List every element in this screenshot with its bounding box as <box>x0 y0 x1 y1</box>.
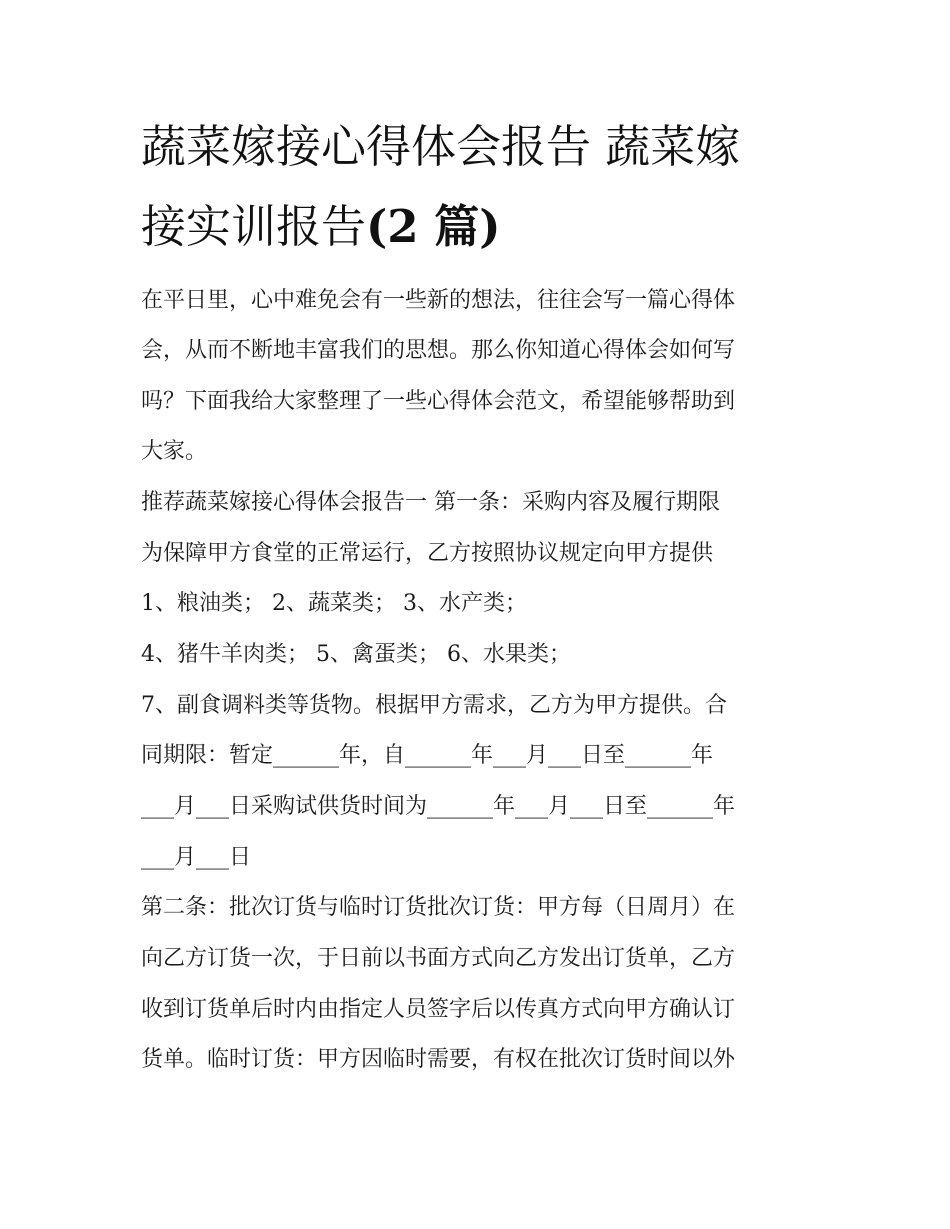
body-line: 向乙方订货一次，于日前以书面方式向乙方发出订货单，乙方 <box>141 946 736 971</box>
document-title-count: (2 篇) <box>366 200 501 253</box>
document-title-line-2 <box>141 190 501 264</box>
body-line: 同期限：暂定______年，自______年___月___日至______年 <box>141 743 714 768</box>
body-line: 4、猪牛羊肉类； 5、禽蛋类； 6、水果类； <box>141 642 571 667</box>
body-line: 推荐蔬菜嫁接心得体会报告一 第一条：采购内容及履行期限 <box>141 490 720 515</box>
body-line: 7、副食调料类等货物。根据甲方需求，乙方为甲方提供。合 <box>141 693 727 718</box>
body-line: 会，从而不断地丰富我们的思想。那么你知道心得体会如何写 <box>141 338 736 363</box>
document-title-line-1: 蔬菜嫁接心得体会报告 蔬菜嫁 <box>141 120 741 173</box>
body-line: 货单。临时订货：甲方因临时需要，有权在批次订货时间以外 <box>141 1047 736 1072</box>
body-line: ___月___日采购试供货时间为______年___月___日至______年 <box>141 794 736 819</box>
body-line: 为保障甲方食堂的正常运行，乙方按照协议规定向甲方提供 <box>141 541 714 566</box>
body-line: 在平日里，心中难免会有一些新的想法，往往会写一篇心得体 <box>141 288 736 313</box>
body-line: 吗？下面我给大家整理了一些心得体会范文，希望能够帮助到 <box>141 389 736 414</box>
body-line: 收到订货单后时内由指定人员签字后以传真方式向甲方确认订 <box>141 997 736 1022</box>
document-title-text: 接实训报告 <box>141 200 367 253</box>
body-line: 第二条：批次订货与临时订货批次订货：甲方每（日周月）在 <box>141 895 736 920</box>
body-line: 大家。 <box>141 439 208 464</box>
body-line: ___月___日 <box>141 845 252 870</box>
body-line: 1、粮油类； 2、蔬菜类； 3、水产类； <box>141 591 527 616</box>
